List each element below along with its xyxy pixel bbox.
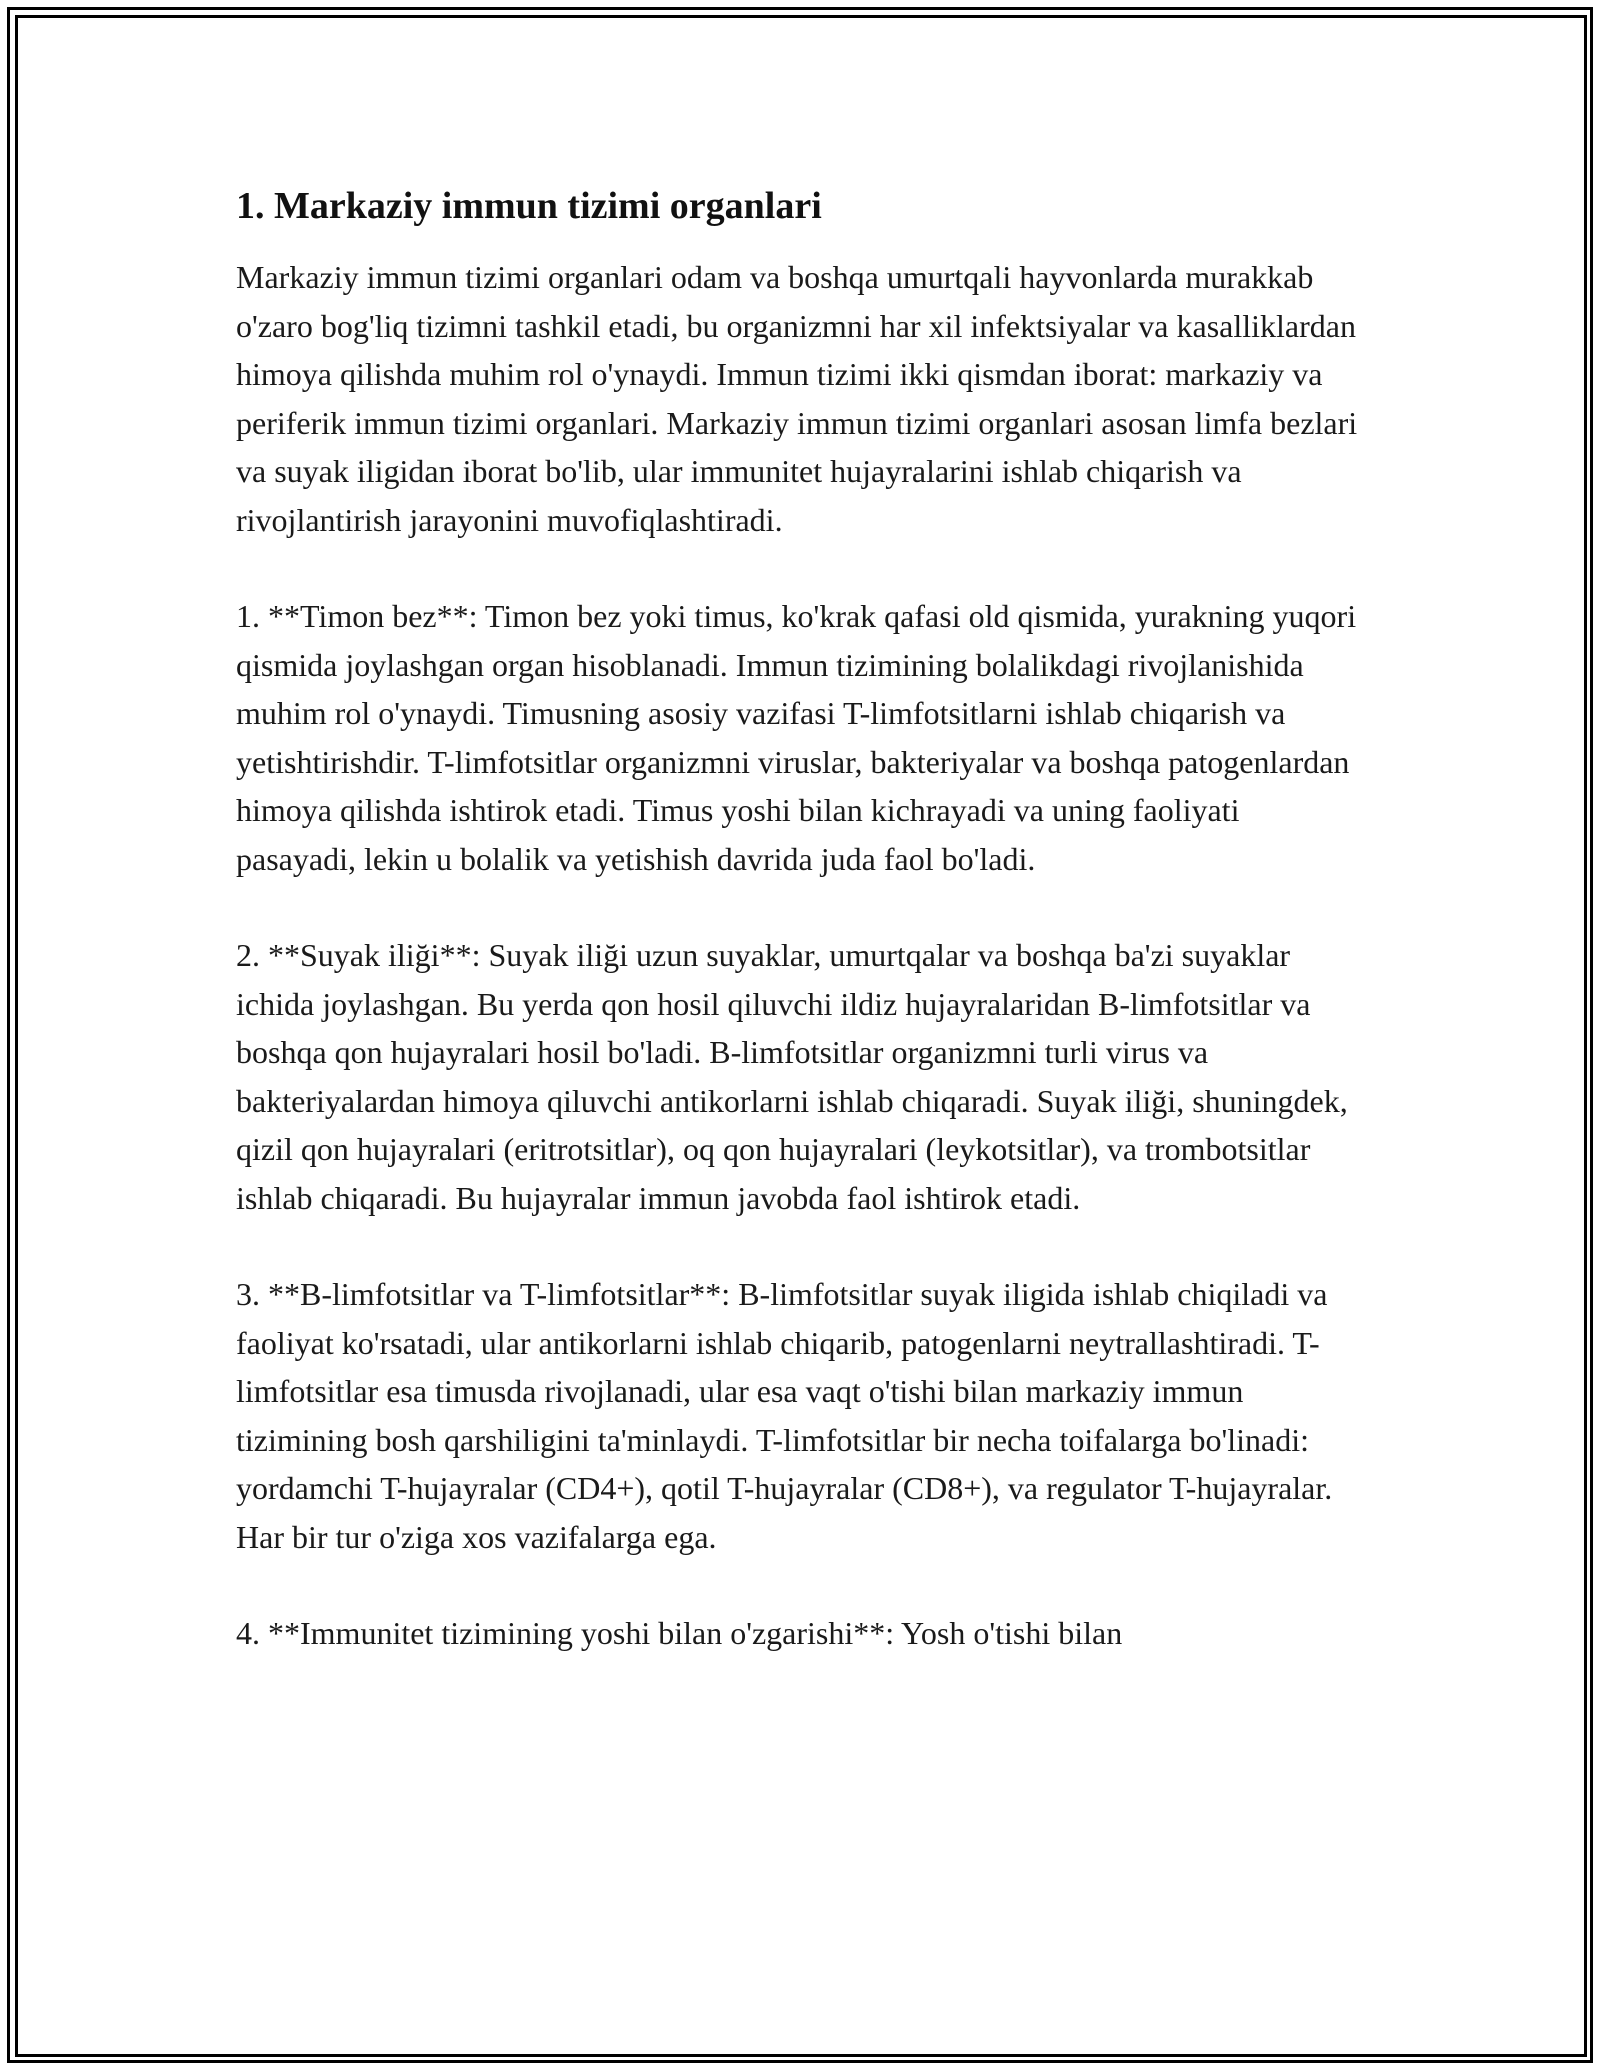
paragraph-lymphocytes: 3. **B-limfotsitlar va T-limfotsitlar**: B-limfotsitlar suyak iligida ishlab chiqiladi va faoliyat ko'rsatadi, ular antikorlarni ishlab chiqarib, patogenlarni neytrallashtiradi. T-limfotsitlar esa timusda rivojlanadi, ular esa vaqt o'tishi bilan markaziy immun tizimining bosh qarshiligini ta'minlaydi. T-limfotsitlar bir necha toifalarga bo'linadi: yordamchi T-hujayralar (CD4+), qotil T-hujayralar (CD8+), va regulator T-hujayralar. Har bir tur o'ziga xos vazifalarga ega.	[236, 1276, 1333, 1555]
paragraph-thymus: 1. **Timon bez**: Timon bez yoki timus, ko'krak qafasi old qismida, yurakning yuqori qismida joylashgan organ hisoblanadi. Immun tizimining bolalikdagi rivojlanishida muhim rol o'ynaydi. Timusning asosiy vazifasi T-limfotsitlarni ishlab chiqarish va yetishtirishdir. T-limfotsitlar organizmni viruslar, bakteriyalar va boshqa patogenlardan himoya qilishda ishtirok etadi. Timus yoshi bilan kichrayadi va uning faoliyati pasayadi, lekin u bolalik va yetishish davrida juda faol bo'ladi.	[236, 598, 1357, 877]
intro-paragraph: Markaziy immun tizimi organlari odam va boshqa umurtqali hayvonlarda murakkab o'zaro bog'liq tizimni tashkil etadi, bu organizmni har xil infektsiyalar va kasalliklardan himoya qilishda muhim rol o'ynaydi. Immun tizimi ikki qismdan iborat: markaziy va periferik immun tizimi organlari. Markaziy immun tizimi organlari asosan limfa bezlari va suyak iligidan iborat bo'lib, ular immunitet hujayralarini ishlab chiqarish va rivojlantirish jarayonini muvofiqlashtiradi.	[236, 259, 1358, 538]
section-heading: 1. Markaziy immun tizimi organlari	[236, 185, 822, 227]
paragraph-age-changes: 4. **Immunitet tizimining yoshi bilan o'zgarishi**: Yosh o'tishi bilan	[236, 1615, 1123, 1652]
document-body	[236, 182, 1366, 1706]
paragraph-bone-marrow: 2. **Suyak iliği**: Suyak iliği uzun suyaklar, umurtqalar va boshqa ba'zi suyaklar ichida joylashgan. Bu yerda qon hosil qiluvchi ildiz hujayralaridan B-limfotsitlar va boshqa qon hujayralari hosil bo'ladi. B-limfotsitlar organizmni turli virus va bakteriyalardan himoya qiluvchi antikorlarni ishlab chiqaradi. Suyak iliği, shuningdek, qizil qon hujayralari (eritrotsitlar), oq qon hujayralari (leykotsitlar), va trombotsitlar ishlab chiqaradi. Bu hujayralar immun javobda faol ishtirok etadi.	[236, 937, 1348, 1216]
